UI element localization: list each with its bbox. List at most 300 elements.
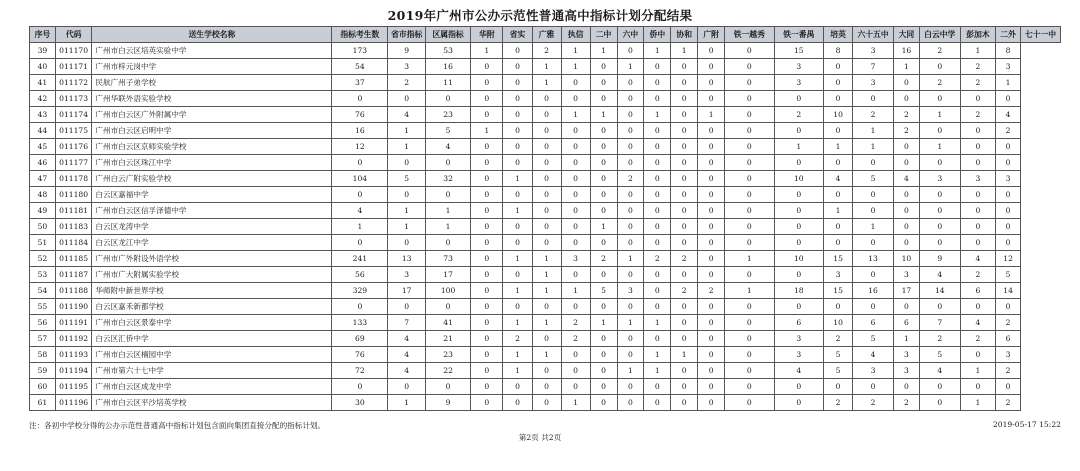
report-title: 2019年广州市公办示范性普通高中指标计划分配结果 [387, 8, 693, 23]
quota-cell: 17 [388, 283, 426, 299]
quota-cell: 1 [853, 123, 894, 139]
school-code-cell: 011183 [55, 219, 92, 235]
school-code-cell: 011188 [55, 283, 92, 299]
school-code-cell: 011195 [55, 379, 92, 395]
quota-cell: 0 [471, 75, 503, 91]
quota-cell: 3 [919, 171, 960, 187]
quota-cell: 5 [426, 123, 471, 139]
column-header: 六中 [617, 27, 644, 43]
quota-cell: 0 [644, 75, 671, 91]
quota-cell: 3 [774, 59, 824, 75]
school-name-cell: 广州市白云区京师实验学校 [92, 139, 332, 155]
quota-cell: 5 [824, 363, 853, 379]
quota-cell: 4 [960, 315, 996, 331]
column-header: 省市指标 [388, 27, 426, 43]
quota-cell: 0 [960, 235, 996, 251]
quota-cell: 0 [617, 331, 644, 347]
quota-cell: 0 [725, 107, 775, 123]
quota-cell: 1 [644, 363, 671, 379]
row-number-cell: 47 [30, 171, 56, 187]
quota-cell: 0 [617, 139, 644, 155]
quota-cell: 0 [471, 331, 503, 347]
quota-cell: 1 [561, 107, 590, 123]
quota-cell: 10 [824, 107, 853, 123]
table-row [30, 299, 1061, 315]
school-code-cell: 011190 [55, 299, 92, 315]
row-number-cell: 56 [30, 315, 56, 331]
quota-cell: 2 [919, 331, 960, 347]
quota-cell: 0 [644, 299, 671, 315]
quota-cell: 2 [617, 171, 644, 187]
row-number-cell: 44 [30, 123, 56, 139]
quota-cell: 1 [853, 139, 894, 155]
quota-cell: 0 [853, 155, 894, 171]
school-code-cell: 011194 [55, 363, 92, 379]
quota-cell: 0 [426, 187, 471, 203]
quota-cell: 0 [698, 347, 725, 363]
quota-cell: 0 [960, 155, 996, 171]
quota-cell: 1 [996, 75, 1021, 91]
quota-cell: 1 [774, 139, 824, 155]
quota-cell: 1 [503, 363, 532, 379]
quota-cell: 4 [996, 107, 1021, 123]
quota-cell: 1 [388, 203, 426, 219]
school-name-cell: 广州市白云区培英实验中学 [92, 43, 332, 59]
quota-cell: 0 [894, 75, 920, 91]
quota-cell: 0 [471, 363, 503, 379]
quota-cell: 0 [388, 91, 426, 107]
quota-cell: 0 [426, 91, 471, 107]
quota-cell: 3 [774, 331, 824, 347]
quota-cell: 0 [894, 91, 920, 107]
quota-cell: 0 [725, 91, 775, 107]
quota-cell: 1 [617, 59, 644, 75]
quota-cell: 0 [388, 379, 426, 395]
quota-cell: 53 [426, 43, 471, 59]
quota-cell: 8 [996, 43, 1021, 59]
quota-cell: 0 [853, 187, 894, 203]
quota-cell: 0 [532, 379, 561, 395]
quota-cell: 1 [617, 251, 644, 267]
quota-cell: 1 [503, 315, 532, 331]
quota-cell: 16 [332, 123, 388, 139]
quota-cell: 0 [561, 123, 590, 139]
quota-cell: 0 [894, 219, 920, 235]
quota-cell: 0 [532, 171, 561, 187]
quota-cell: 1 [919, 139, 960, 155]
quota-cell: 0 [960, 203, 996, 219]
quota-cell: 0 [824, 123, 853, 139]
column-header: 广附 [698, 27, 725, 43]
quota-cell: 0 [996, 219, 1021, 235]
quota-cell: 0 [996, 187, 1021, 203]
quota-cell: 0 [532, 187, 561, 203]
quota-cell: 0 [532, 299, 561, 315]
school-name-cell: 广州市白云区景泰中学 [92, 315, 332, 331]
quota-cell: 0 [698, 171, 725, 187]
quota-cell: 0 [853, 299, 894, 315]
quota-cell: 2 [561, 331, 590, 347]
quota-cell: 32 [426, 171, 471, 187]
quota-cell: 0 [617, 43, 644, 59]
row-number-cell: 40 [30, 59, 56, 75]
quota-cell: 0 [503, 187, 532, 203]
table-row [30, 75, 1061, 91]
quota-cell: 0 [590, 331, 617, 347]
quota-cell: 1 [590, 315, 617, 331]
quota-cell: 0 [894, 299, 920, 315]
quota-cell: 0 [671, 155, 698, 171]
quota-cell: 0 [853, 235, 894, 251]
quota-cell: 0 [561, 363, 590, 379]
quota-cell: 0 [644, 395, 671, 411]
quota-cell: 0 [590, 235, 617, 251]
quota-cell: 0 [725, 315, 775, 331]
quota-cell: 0 [471, 347, 503, 363]
quota-cell: 1 [617, 363, 644, 379]
school-name-cell: 广州市第六十七中学 [92, 363, 332, 379]
quota-cell: 13 [853, 251, 894, 267]
quota-cell: 0 [671, 299, 698, 315]
quota-cell: 0 [698, 299, 725, 315]
quota-cell: 0 [561, 203, 590, 219]
quota-cell: 7 [919, 315, 960, 331]
quota-cell: 3 [894, 347, 920, 363]
quota-cell: 16 [853, 283, 894, 299]
school-code-cell: 011176 [55, 139, 92, 155]
quota-cell: 7 [853, 59, 894, 75]
quota-cell: 0 [824, 91, 853, 107]
quota-cell: 0 [698, 331, 725, 347]
quota-cell: 7 [388, 315, 426, 331]
row-number-cell: 55 [30, 299, 56, 315]
row-number-cell: 46 [30, 155, 56, 171]
quota-cell: 0 [824, 155, 853, 171]
quota-cell: 0 [644, 219, 671, 235]
quota-cell: 1 [960, 363, 996, 379]
quota-cell: 0 [725, 187, 775, 203]
row-number-cell: 49 [30, 203, 56, 219]
quota-cell: 0 [590, 187, 617, 203]
quota-cell: 0 [617, 187, 644, 203]
quota-cell: 2 [853, 395, 894, 411]
quota-cell: 0 [698, 315, 725, 331]
column-header: 送生学校名称 [92, 27, 332, 43]
quota-cell: 0 [996, 155, 1021, 171]
quota-cell: 1 [617, 315, 644, 331]
quota-cell: 0 [503, 91, 532, 107]
quota-cell: 0 [774, 187, 824, 203]
quota-cell: 1 [388, 139, 426, 155]
quota-cell: 0 [590, 123, 617, 139]
quota-cell: 1 [644, 347, 671, 363]
school-name-cell: 广州市白云区广外附属中学 [92, 107, 332, 123]
quota-cell: 0 [960, 91, 996, 107]
quota-cell: 0 [698, 59, 725, 75]
quota-cell: 0 [960, 379, 996, 395]
quota-cell: 0 [644, 59, 671, 75]
quota-cell: 1 [960, 395, 996, 411]
quota-cell: 0 [774, 379, 824, 395]
quota-cell: 104 [332, 171, 388, 187]
column-header: 铁一越秀 [725, 27, 775, 43]
quota-cell: 0 [698, 187, 725, 203]
school-name-cell: 广州市白云区成龙中学 [92, 379, 332, 395]
quota-cell: 0 [919, 299, 960, 315]
quota-cell: 3 [996, 59, 1021, 75]
quota-cell: 0 [919, 203, 960, 219]
quota-cell: 0 [471, 379, 503, 395]
quota-cell: 5 [919, 347, 960, 363]
quota-cell: 0 [426, 379, 471, 395]
quota-cell: 2 [894, 123, 920, 139]
quota-cell: 1 [590, 219, 617, 235]
quota-cell: 0 [471, 187, 503, 203]
quota-cell: 4 [919, 267, 960, 283]
quota-cell: 0 [590, 379, 617, 395]
quota-cell: 0 [503, 75, 532, 91]
quota-cell: 241 [332, 251, 388, 267]
school-name-cell: 广州市广外附设外语学校 [92, 251, 332, 267]
quota-cell: 0 [824, 187, 853, 203]
quota-cell: 10 [824, 315, 853, 331]
quota-cell: 9 [426, 395, 471, 411]
column-header: 执信 [561, 27, 590, 43]
quota-cell: 0 [671, 267, 698, 283]
quota-cell: 0 [698, 203, 725, 219]
quota-cell: 0 [671, 395, 698, 411]
quota-cell: 0 [426, 235, 471, 251]
quota-cell: 0 [532, 395, 561, 411]
quota-cell: 2 [532, 43, 561, 59]
quota-cell: 0 [919, 219, 960, 235]
quota-cell: 329 [332, 283, 388, 299]
quota-cell: 10 [774, 251, 824, 267]
school-name-cell: 白云区嘉禾新都学校 [92, 299, 332, 315]
table-row [30, 267, 1061, 283]
quota-cell: 1 [332, 219, 388, 235]
quota-cell: 2 [503, 331, 532, 347]
quota-cell: 0 [960, 123, 996, 139]
quota-cell: 0 [617, 299, 644, 315]
quota-cell: 0 [698, 379, 725, 395]
table-header-row [30, 27, 1061, 43]
quota-cell: 2 [894, 395, 920, 411]
quota-cell: 0 [671, 91, 698, 107]
quota-cell: 1 [388, 395, 426, 411]
school-code-cell: 011185 [55, 251, 92, 267]
quota-cell: 0 [960, 219, 996, 235]
quota-cell: 0 [590, 75, 617, 91]
quota-cell: 0 [671, 363, 698, 379]
row-number-cell: 45 [30, 139, 56, 155]
quota-cell: 5 [824, 347, 853, 363]
quota-cell: 3 [774, 347, 824, 363]
quota-cell: 0 [919, 187, 960, 203]
quota-cell: 3 [853, 43, 894, 59]
quota-cell: 0 [617, 235, 644, 251]
quota-cell: 4 [426, 139, 471, 155]
column-header: 省实 [503, 27, 532, 43]
quota-cell: 0 [725, 123, 775, 139]
quota-cell: 9 [388, 43, 426, 59]
quota-cell: 0 [824, 299, 853, 315]
quota-cell: 0 [617, 123, 644, 139]
column-header: 七十一中 [1020, 27, 1060, 43]
school-code-cell: 011184 [55, 235, 92, 251]
quota-cell: 0 [698, 395, 725, 411]
column-header: 六十五中 [853, 27, 894, 43]
quota-cell: 0 [644, 123, 671, 139]
quota-cell: 8 [824, 43, 853, 59]
quota-cell: 0 [644, 187, 671, 203]
quota-cell: 0 [725, 171, 775, 187]
school-name-cell: 广州华联外语实验学校 [92, 91, 332, 107]
school-name-cell: 广州市白云区珠江中学 [92, 155, 332, 171]
school-name-cell: 民航广州子弟学校 [92, 75, 332, 91]
quota-cell: 73 [426, 251, 471, 267]
quota-cell: 6 [774, 315, 824, 331]
quota-cell: 2 [960, 267, 996, 283]
quota-cell: 0 [774, 267, 824, 283]
quota-cell: 0 [894, 187, 920, 203]
quota-cell: 0 [894, 203, 920, 219]
quota-cell: 76 [332, 347, 388, 363]
quota-cell: 4 [774, 363, 824, 379]
quota-cell: 0 [617, 395, 644, 411]
quota-cell: 1 [561, 43, 590, 59]
quota-cell: 6 [960, 283, 996, 299]
quota-cell: 0 [561, 75, 590, 91]
quota-cell: 4 [388, 331, 426, 347]
quota-cell: 0 [698, 75, 725, 91]
quota-cell: 1 [532, 59, 561, 75]
quota-cell: 3 [617, 283, 644, 299]
quota-cell: 2 [919, 75, 960, 91]
table-row [30, 171, 1061, 187]
quota-cell: 2 [698, 283, 725, 299]
quota-cell: 3 [894, 363, 920, 379]
quota-cell: 14 [996, 283, 1021, 299]
quota-cell: 41 [426, 315, 471, 331]
quota-cell: 0 [698, 251, 725, 267]
school-code-cell: 011180 [55, 187, 92, 203]
quota-cell: 0 [471, 267, 503, 283]
quota-cell: 0 [471, 91, 503, 107]
quota-cell: 0 [894, 235, 920, 251]
row-number-cell: 59 [30, 363, 56, 379]
table-row [30, 187, 1061, 203]
quota-cell: 0 [725, 299, 775, 315]
quota-cell: 0 [894, 379, 920, 395]
quota-cell: 0 [503, 267, 532, 283]
quota-cell: 4 [894, 171, 920, 187]
quota-cell: 4 [919, 363, 960, 379]
quota-cell: 0 [671, 331, 698, 347]
quota-cell: 0 [671, 219, 698, 235]
quota-cell: 0 [471, 219, 503, 235]
column-header: 指标考生数 [332, 27, 388, 43]
quota-cell: 1 [388, 123, 426, 139]
table-row [30, 235, 1061, 251]
quota-cell: 0 [671, 123, 698, 139]
quota-cell: 1 [824, 203, 853, 219]
quota-cell: 0 [590, 171, 617, 187]
print-timestamp: 2019-05-17 15:22 [992, 420, 1061, 429]
quota-cell: 0 [698, 267, 725, 283]
quota-cell: 12 [332, 139, 388, 155]
quota-cell: 0 [725, 267, 775, 283]
quota-cell: 0 [590, 347, 617, 363]
quota-cell: 1 [532, 283, 561, 299]
quota-cell: 2 [644, 251, 671, 267]
quota-cell: 0 [617, 219, 644, 235]
quota-cell: 0 [532, 235, 561, 251]
quota-cell: 0 [388, 299, 426, 315]
quota-cell: 1 [590, 43, 617, 59]
quota-cell: 0 [919, 59, 960, 75]
quota-cell: 0 [824, 235, 853, 251]
quota-cell: 2 [671, 251, 698, 267]
row-number-cell: 61 [30, 395, 56, 411]
quota-cell: 0 [503, 139, 532, 155]
quota-cell: 2 [824, 331, 853, 347]
quota-cell: 0 [698, 363, 725, 379]
quota-cell: 1 [471, 43, 503, 59]
quota-cell: 2 [894, 107, 920, 123]
school-code-cell: 011178 [55, 171, 92, 187]
quota-cell: 3 [388, 267, 426, 283]
quota-cell: 0 [644, 203, 671, 219]
quota-cell: 2 [960, 331, 996, 347]
quota-cell: 0 [960, 139, 996, 155]
quota-cell: 1 [503, 283, 532, 299]
quota-cell: 0 [894, 155, 920, 171]
row-number-cell: 58 [30, 347, 56, 363]
quota-cell: 3 [774, 75, 824, 91]
quota-cell: 0 [644, 267, 671, 283]
quota-cell: 15 [774, 43, 824, 59]
quota-cell: 0 [332, 187, 388, 203]
table-row [30, 251, 1061, 267]
school-name-cell: 白云区龙江中学 [92, 235, 332, 251]
school-code-cell: 011187 [55, 267, 92, 283]
quota-cell: 0 [725, 203, 775, 219]
table-row [30, 107, 1061, 123]
table-row [30, 43, 1061, 59]
quota-cell: 0 [671, 139, 698, 155]
school-code-cell: 011196 [55, 395, 92, 411]
row-number-cell: 54 [30, 283, 56, 299]
quota-cell: 1 [388, 219, 426, 235]
column-header: 协和 [671, 27, 698, 43]
quota-cell: 0 [644, 155, 671, 171]
quota-cell: 0 [590, 203, 617, 219]
quota-cell: 2 [996, 315, 1021, 331]
table-row [30, 363, 1061, 379]
quota-cell: 0 [471, 107, 503, 123]
column-header: 代码 [55, 27, 92, 43]
quota-cell: 0 [471, 171, 503, 187]
quota-cell: 1 [532, 347, 561, 363]
quota-cell: 0 [532, 331, 561, 347]
school-code-cell: 011192 [55, 331, 92, 347]
quota-cell: 0 [561, 379, 590, 395]
school-name-cell: 白云区汇侨中学 [92, 331, 332, 347]
quota-cell: 3 [824, 267, 853, 283]
quota-cell: 0 [774, 123, 824, 139]
quota-cell: 0 [774, 155, 824, 171]
